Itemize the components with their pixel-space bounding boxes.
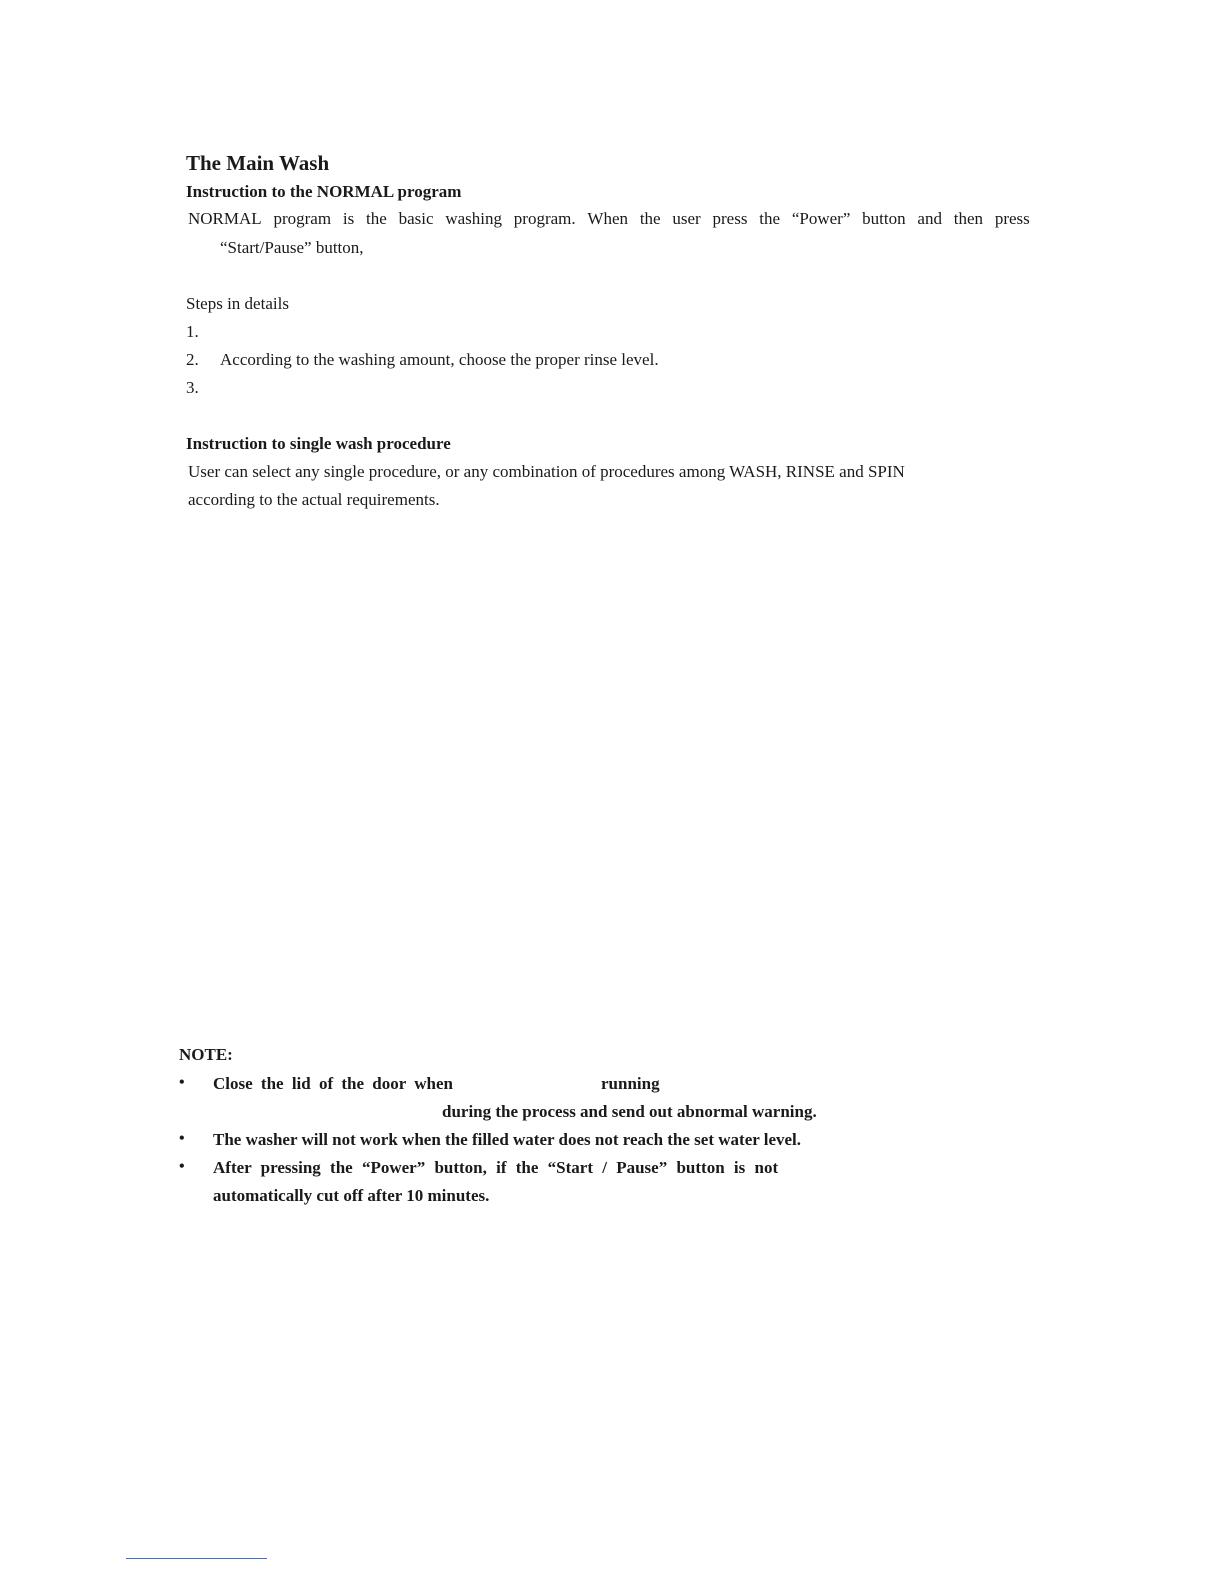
bullet-icon: • bbox=[179, 1130, 185, 1147]
normal-program-paragraph-line2: “Start/Pause” button, bbox=[220, 238, 364, 257]
single-wash-paragraph-line2: according to the actual requirements. bbox=[188, 490, 440, 509]
note-item-1-line1-end: running bbox=[601, 1074, 660, 1093]
paragraph-word: NORMAL bbox=[188, 209, 262, 228]
footer-link-underline bbox=[126, 1558, 267, 1559]
note-item-3-line2: automatically cut off after 10 minutes. bbox=[213, 1186, 490, 1205]
paragraph-word: program bbox=[273, 209, 332, 228]
paragraph-word: the bbox=[366, 209, 387, 228]
note-item-1-line1-start: Close the lid of the door when bbox=[213, 1074, 453, 1093]
paragraph-word: and bbox=[917, 209, 942, 228]
normal-program-heading: Instruction to the NORMAL program bbox=[186, 182, 462, 201]
step-text-2: According to the washing amount, choose the proper rinse level. bbox=[220, 350, 659, 369]
paragraph-word: the bbox=[639, 209, 661, 228]
note-label: NOTE: bbox=[179, 1045, 233, 1064]
steps-label: Steps in details bbox=[186, 294, 289, 313]
paragraph-word: basic bbox=[398, 209, 434, 228]
paragraph-word: is bbox=[342, 209, 355, 228]
paragraph-word: user bbox=[672, 209, 701, 228]
paragraph-word: “Power” bbox=[791, 209, 851, 228]
page-title: The Main Wash bbox=[186, 151, 330, 175]
note-item-1-line2: during the process and send out abnormal warning. bbox=[442, 1102, 817, 1121]
note-item-2-line1: The washer will not work when the filled water does not reach the set water level. bbox=[213, 1130, 802, 1149]
paragraph-word: press bbox=[994, 209, 1030, 228]
step-number-3: 3. bbox=[186, 378, 199, 397]
paragraph-word: then bbox=[953, 209, 984, 228]
single-wash-paragraph-line1: User can select any single procedure, or any combination of procedures among WASH, RINSE and SPIN bbox=[188, 462, 905, 481]
note-item-3-line1: After pressing the “Power” button, if the “Start / Pause” button is not bbox=[213, 1158, 779, 1177]
single-wash-heading: Instruction to single wash procedure bbox=[186, 434, 451, 453]
paragraph-word: When bbox=[587, 209, 629, 228]
paragraph-word: washing bbox=[445, 209, 502, 228]
bullet-icon: • bbox=[179, 1158, 185, 1175]
paragraph-word: the bbox=[759, 209, 781, 228]
paragraph-word: button bbox=[862, 209, 906, 228]
bullet-icon: • bbox=[179, 1074, 185, 1091]
step-number-2: 2. bbox=[186, 350, 199, 369]
normal-program-paragraph-line1 bbox=[188, 209, 1030, 229]
step-number-1: 1. bbox=[186, 322, 199, 341]
paragraph-word: press bbox=[712, 209, 748, 228]
paragraph-word: program. bbox=[513, 209, 576, 228]
